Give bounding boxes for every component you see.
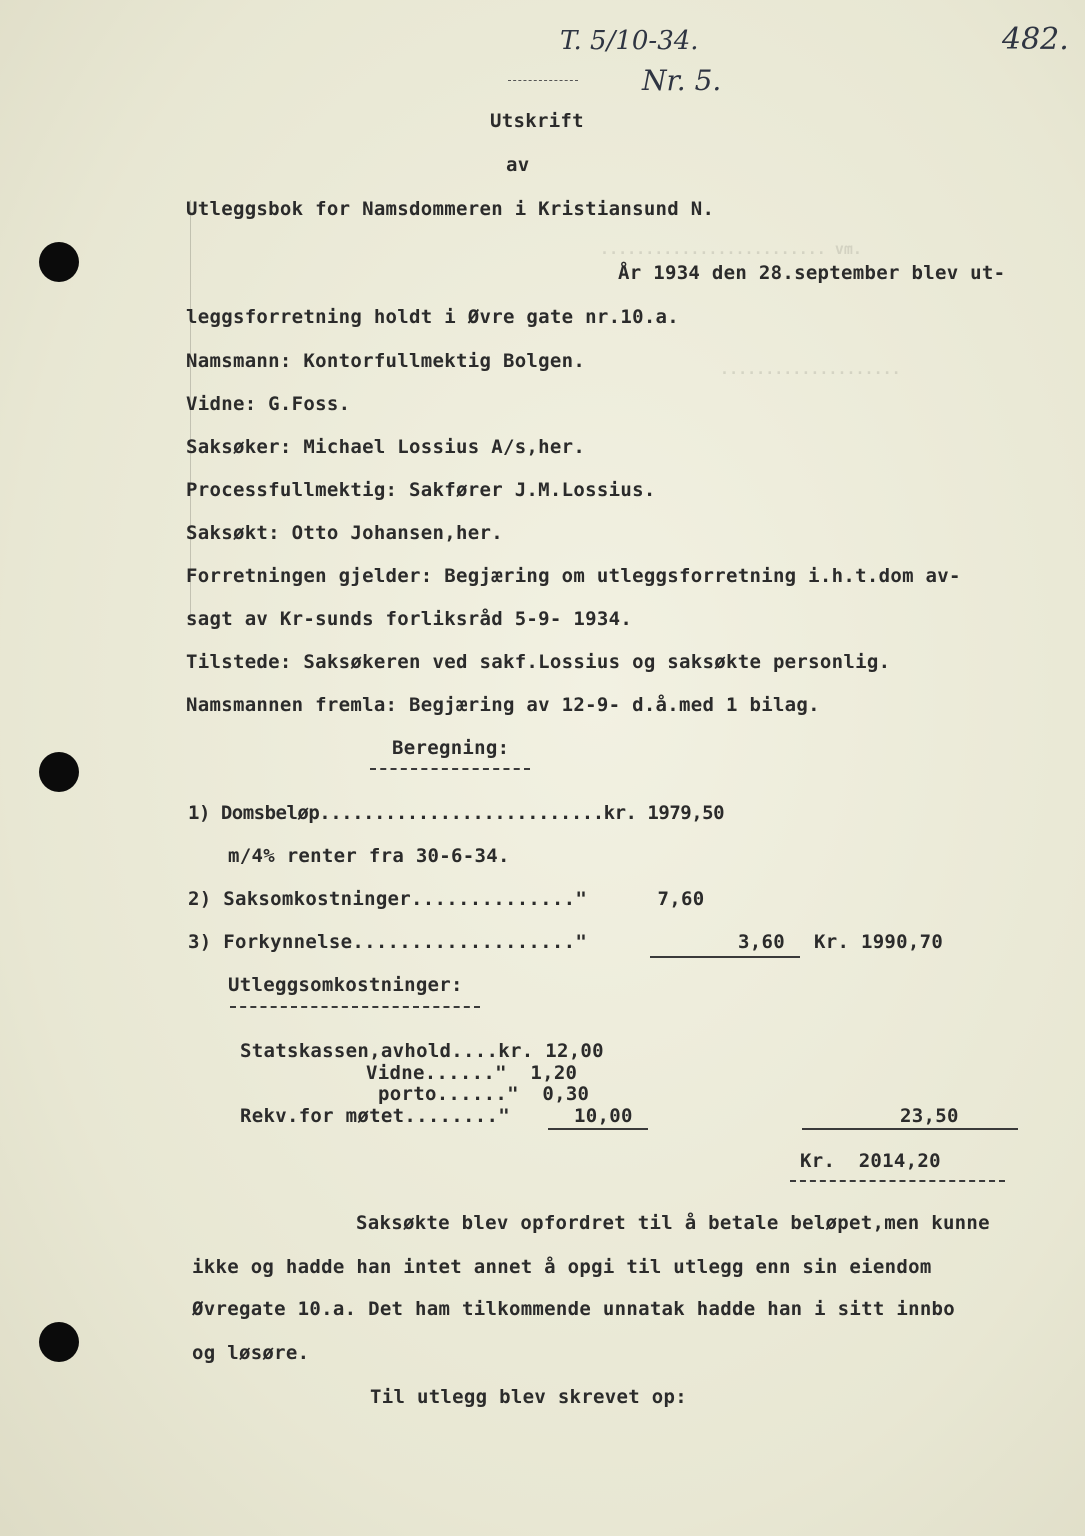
field-vidne: Vidne: G.Foss. <box>186 393 351 415</box>
document-subtitle: av <box>506 154 530 176</box>
cost-porto: porto......" 0,30 <box>378 1083 590 1105</box>
calc-item-1-note: m/4% renter fra 30-6-34. <box>228 845 510 867</box>
closing-line-4: og løsøre. <box>192 1342 310 1364</box>
show-through-text: .mv ......................... <box>600 240 862 258</box>
small-rule <box>508 80 578 81</box>
handwritten-date: T. 5/10-34. <box>560 26 699 56</box>
binder-hole-top <box>39 242 79 282</box>
binder-hole-middle <box>39 752 79 792</box>
costs-heading-rule <box>230 1006 480 1008</box>
cost-statskassen: Statskassen,avhold....kr. 12,00 <box>240 1040 604 1062</box>
calculation-heading-rule <box>370 768 530 770</box>
cost-rekvisisjon: Rekv.for møtet........" <box>240 1105 510 1127</box>
field-namsmann: Namsmann: Kontorfullmektig Bolgen. <box>186 350 586 372</box>
field-fremla: Namsmannen fremla: Begjæring av 12-9- d.å.med 1 bilag. <box>186 694 820 716</box>
field-saksoker: Saksøker: Michael Lossius A/s,her. <box>186 436 586 458</box>
calc-subtotal: Kr. 1990,70 <box>814 931 944 953</box>
intro-line-1: År 1934 den 28.september blev ut- <box>618 262 1006 284</box>
grand-total-rule <box>790 1180 1005 1182</box>
intro-line-2: leggsforretning holdt i Øvre gate nr.10.a. <box>186 306 680 328</box>
calc-item-1: 1) Domsbeløp..........................kr. 1979,50 <box>188 802 725 824</box>
handwritten-number: Nr. 5. <box>642 64 722 97</box>
binder-hole-bottom <box>39 1322 79 1362</box>
page-number: 482. <box>1002 22 1069 57</box>
calc-item-3-underline <box>650 956 800 958</box>
show-through-text: .................... <box>720 360 901 378</box>
field-saksokt: Saksøkt: Otto Johansen,her. <box>186 522 503 544</box>
field-prosessfullmektig: Processfullmektig: Sakfører J.M.Lossius. <box>186 479 656 501</box>
closing-line-5: Til utlegg blev skrevet op: <box>370 1386 687 1408</box>
cost-vidne: Vidne......" 1,20 <box>366 1062 578 1084</box>
costs-total: 23,50 <box>900 1105 959 1127</box>
calc-item-2: 2) Saksomkostninger.............." 7,60 <box>188 888 705 910</box>
closing-line-2: ikke og hadde han intet annet å opgi til utlegg enn sin eiendom <box>192 1256 932 1278</box>
field-tilstede: Tilstede: Saksøkeren ved sakf.Lossius og saksøkte personlig. <box>186 651 891 673</box>
costs-heading: Utleggsomkostninger: <box>228 974 463 996</box>
calc-item-3: 3) Forkynnelse..................." <box>188 931 588 953</box>
calculation-heading: Beregning: <box>392 737 510 759</box>
document-title: Utskrift <box>490 110 584 132</box>
costs-total-rule <box>802 1128 1018 1130</box>
field-forretning-line-2: sagt av Kr-sunds forliksråd 5-9- 1934. <box>186 608 633 630</box>
book-title: Utleggsbok for Namsdommeren i Kristiansund N. <box>186 198 715 220</box>
field-forretning-line-1: Forretningen gjelder: Begjæring om utleggsforretning i.h.t.dom av- <box>186 565 961 587</box>
cost-rekvisisjon-amount: 10,00 <box>574 1105 633 1127</box>
costs-underline <box>548 1128 648 1130</box>
calc-item-3-amount: 3,60 <box>738 931 785 953</box>
closing-line-3: Øvregate 10.a. Det ham tilkommende unnatak hadde han i sitt innbo <box>192 1298 956 1320</box>
closing-line-1: Saksøkte blev opfordret til å betale beløpet,men kunne <box>356 1212 990 1234</box>
grand-total: Kr. 2014,20 <box>800 1150 941 1172</box>
